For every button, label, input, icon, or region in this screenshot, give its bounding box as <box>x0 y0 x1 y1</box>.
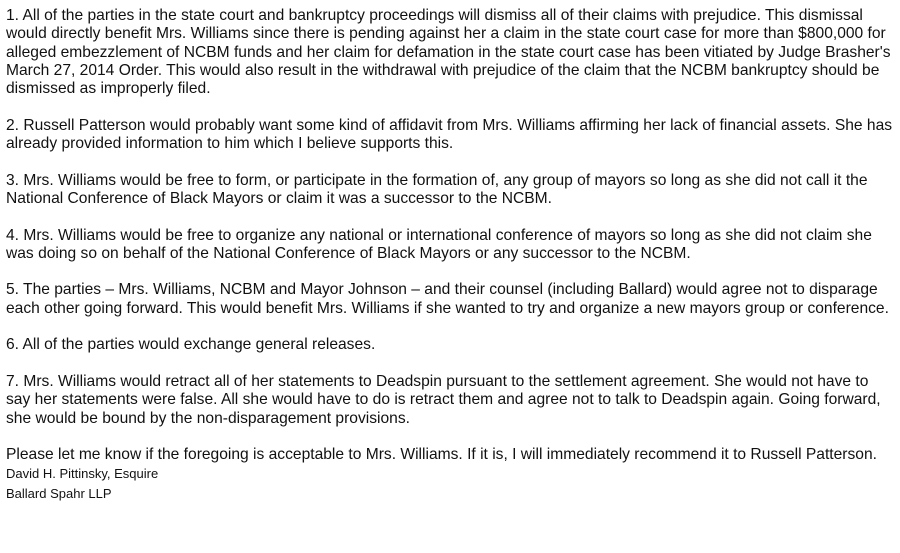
signature-name: David H. Pittinsky, Esquire <box>6 466 159 482</box>
paragraph-2: 2. Russell Patterson would probably want some kind of affidavit from Mrs. Williams affirming her lack of financial assets. She has already provided information to him which I believe supports this. <box>6 116 893 153</box>
document-body <box>6 7 894 504</box>
paragraph-1: 1. All of the parties in the state court and bankruptcy proceedings will dismiss all of their claims with prejudice. This dismissal would directly benefit Mrs. Williams since there is pending against her a claim in the state court case for more than $800,000 for alleged embezzlement of NCBM funds and her claim for defamation in the state court case has been vitiated by Judge Brasher's March 27, 2014 Order. This would also result in the withdrawal with prejudice of the claim that the NCBM bankruptcy should be dismissed as improperly filed. <box>6 7 891 98</box>
signature-firm: Ballard Spahr LLP <box>6 486 112 502</box>
paragraph-3: 3. Mrs. Williams would be free to form, or participate in the formation of, any group of mayors so long as she did not call it the National Conference of Black Mayors or claim it was a successor to the NCBM. <box>6 171 868 207</box>
paragraph-4: 4. Mrs. Williams would be free to organize any national or international conference of mayors so long as she did not claim she was doing so on behalf of the National Conference of Black Mayors or any successor to the NCBM. <box>6 226 872 262</box>
paragraph-7: 7. Mrs. Williams would retract all of her statements to Deadspin pursuant to the settlement agreement. She would not have to say her statements were false. All she would have to do is retract them and agree not to talk to Deadspin again. Going forward, she would be bound by the non-disparagement provisions. <box>6 372 881 427</box>
closing-paragraph: Please let me know if the foregoing is acceptable to Mrs. Williams. If it is, I will immediately recommend it to Russell Patterson. <box>6 446 877 464</box>
paragraph-6: 6. All of the parties would exchange general releases. <box>6 336 376 354</box>
paragraph-5: 5. The parties – Mrs. Williams, NCBM and Mayor Johnson – and their counsel (including Ballard) would agree not to disparage each other going forward. This would benefit Mrs. Williams if she wanted to try and organize a new mayors group or conference. <box>6 281 889 317</box>
